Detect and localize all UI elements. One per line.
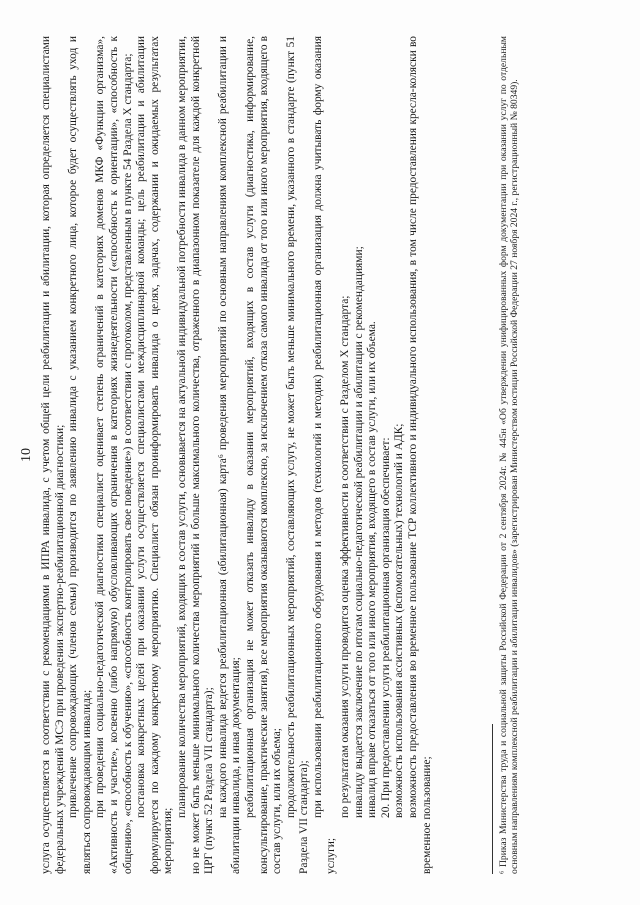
- paragraph: продолжительность реабилитационных мероприятий, составляющих услугу, не может быть меньше минимального времени, указанного в стандарте (пункт 51 Раздела VII стандарта);: [284, 36, 311, 874]
- paragraph: услуга осуществляется в соответствии с рекомендациями в ИПРА инвалида, с учетом общей цели реабилитации и абилитации, которая определяется специалистами федеральных учреждений МСЭ при проведении экспертно-реабилитационной диагностики;: [40, 36, 66, 874]
- paragraph: на каждого инвалида ведется реабилитационная (абилитационная) карта⁶ проведения мероприятий по основным направлениям комплексной реабилитации и абилитации инвалида, и иная документация;: [216, 36, 243, 874]
- paragraph: планирование количества мероприятий, входящих в состав услуги, основывается на актуальной индивидуальной потребности инвалида в данном мероприятии, но не может быть меньше минимального количества мероприятий и больше максимального количества, отраженного в диапазонном показателе для каждой конкретной ЦРГ (пункт 52 Раздела VII стандарта);: [175, 36, 216, 874]
- paragraph: 20. При предоставлении услуги реабилитационная организация обеспечивает:: [379, 437, 392, 818]
- footnote: ⁶ Приказ Министерства труда и социальной защиты Российской Федерации от 2 сентября 2024г. № 445н «Об утверждении унифицированных форм документации при оказании услуг по отдельным основным направлениям комплексной реабилитации и абилитации инвалидов» (зарегистрирован Министерством юстиции Российской Федерации 27 ноября 2024 г., регистрационный № 80349).: [498, 36, 520, 874]
- paragraph: при проведении социально-педагогической диагностики специалист оценивает степень ограничений в категориях доменов МКФ «Функции организма», «Активность и участие», косвенно (либо напрямую) обусловливающих ограничения в категориях жизнедеятельности («способность к ориентации», «способность к общению», «способность к обучению», «способность контролировать свое поведение») в соответствии с протоколом, представленным в пункте 54 Раздела X стандарта;: [94, 36, 134, 874]
- page-number: 10: [19, 448, 34, 462]
- paragraph: возможность использования ассистивных (вспомогательных) технологий и АДК;: [393, 423, 406, 818]
- paragraph: инвалид вправе отказаться от того или иного мероприятия, входящего в состав услуги, или их объема.: [366, 321, 379, 818]
- footnote-divider: [492, 724, 493, 874]
- paragraph: по результатам оказания услуги проводится оценка эффективности в соответствии с Разделом X стандарта;: [339, 295, 352, 818]
- paragraph: реабилитационная организация не может отказать инвалиду в оказании мероприятий, входящих в состав услуги (диагностика, информирование, консультирование, практические занятия), все мероприятия оказываются комплексно, за исключением отказа самого инвалида от того или иного мероприятия, входящего в состав услуги, или их объема;: [243, 36, 284, 874]
- paragraph: возможность предоставления во временное пользование ТСР коллективного и индивидуального использования, в том числе предоставления кресла-коляски во временное пользование;: [407, 36, 433, 874]
- paragraph: при использовании реабилитационного оборудования и методов (технологий и методик) реабилитационная организация должна учитывать форму оказания услуги;: [311, 36, 338, 874]
- paragraph: постановка конкретных целей при оказании услуги осуществляется специалистами междисциплинарной команды; цель реабилитации и абилитации формулируется по каждому конкретному мероприятию. Специалист обязан проинформировать инвалида о целях, задачах, содержании и ожидаемых результатах мероприятия;: [135, 36, 175, 874]
- paragraph: инвалиду выдается заключение по итогам социально-педагогической реабилитации и абилитации с рекомендациями;: [352, 246, 365, 818]
- rotated-page-content: [20, 30, 610, 880]
- body-text: [40, 36, 434, 874]
- paragraph: привлечение сопровождающих (членов семьи) производится по заявлению инвалида с указанием конкретного лица, которое будет осуществлять уход и являться сопровождающим инвалида;: [67, 36, 93, 874]
